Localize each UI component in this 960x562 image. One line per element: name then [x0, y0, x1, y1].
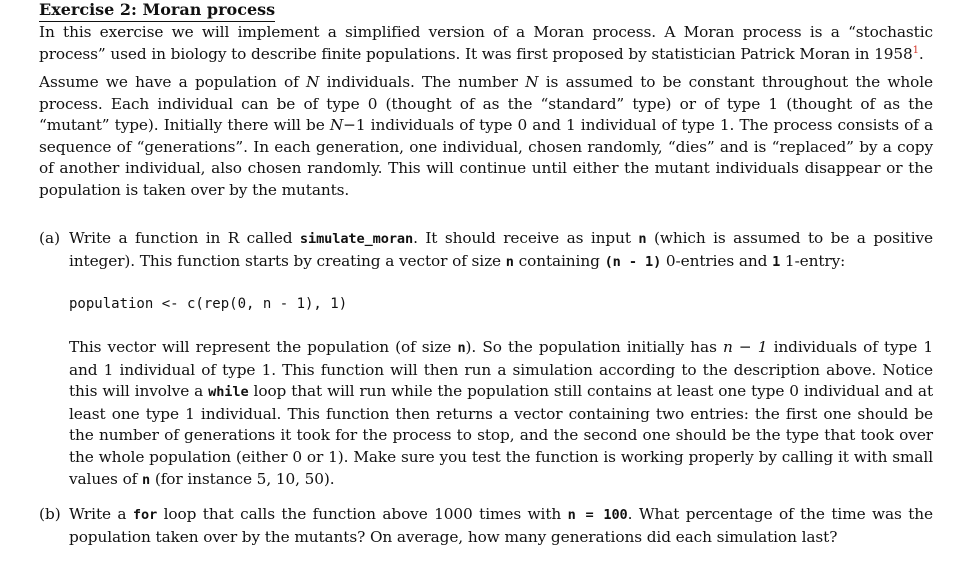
code-n: n	[638, 231, 647, 247]
text-span: is assumed to be constant throughout the whole process. Each individual can be of type 0 (thought of as the “standard” type) or of type 1 (thought of as the “mutant” type). Initially there will be	[39, 73, 933, 135]
intro-paragraph-2	[39, 72, 933, 202]
code-while: while	[208, 384, 249, 401]
math-N: N	[525, 73, 539, 91]
text-span: loop that calls the function above 1000 times with	[157, 505, 568, 523]
code-assignment: n = 100	[567, 507, 628, 523]
text-span: loop that will run while the population still contains at least one type 0 individual and at least one type 1 individual. This function then returns a vector containing two entries: the first one should be the number of generations it took for the process to stop, and the second one should be the type that took over the whole population (either 0 or 1). Make sure you test the function is working properly by calling it with small values of	[69, 382, 934, 488]
text-span: containing	[513, 251, 605, 270]
intro-paragraph-1	[39, 22, 933, 65]
text-span: Assume we have a population of	[39, 73, 306, 91]
code-n: n	[142, 471, 151, 488]
math-N: N	[305, 73, 320, 91]
part-a-paragraph-2	[69, 337, 933, 491]
text-span: Write a	[69, 505, 133, 523]
text-span: 1-entry:	[780, 251, 846, 270]
math-n-minus-1: n − 1	[722, 338, 768, 356]
text-span: This vector will represent the population (of size	[69, 338, 458, 356]
text-span: . What percentage of the time was the population taken over by the mutants? On average, how many generations did each simulation last?	[69, 505, 934, 546]
part-b-paragraph	[69, 504, 933, 548]
text-span: ). So the population initially has	[465, 338, 723, 356]
text-span: (which is assumed to be a positive integer). This function starts by creating a vector of size	[69, 229, 934, 270]
text-span: individuals. The number	[319, 73, 526, 91]
code-n: n	[505, 253, 514, 270]
part-b-label: (b)	[39, 505, 61, 523]
code-block: population <- c(rep(0, n - 1), 1)	[69, 296, 348, 312]
code-expression: (n - 1)	[604, 253, 662, 270]
part-a-label: (a)	[39, 229, 61, 247]
text-span: 0-entries and	[661, 251, 773, 270]
function-name-code: simulate_moran	[299, 231, 414, 247]
text-span: individuals of type 1 and 1 individual of type 1. This function will then run a simulation according to the description above. Notice this will involve a	[69, 338, 933, 401]
code-one: 1	[772, 253, 781, 270]
footnote-marker[interactable]: 1	[912, 44, 919, 56]
text-span: −1 individuals of type 0 and 1 individual of type 1. The process consists of a sequence of “generations”. In each generation, one individual, chosen randomly, “dies” and is “replaced” by a copy of another individual, also chosen randomly. This will continue until either the mutant individuals disappear or the population is taken over by the mutants.	[39, 116, 934, 199]
text-span: Write a function in R called	[69, 229, 300, 247]
math-N: N	[329, 116, 344, 135]
exercise-heading: Exercise 2: Moran process	[39, 0, 275, 22]
code-for: for	[132, 507, 158, 523]
text-span: (for instance 5, 10, 50).	[150, 469, 335, 488]
intro-p1-end: .	[918, 44, 924, 63]
intro-p1-text: In this exercise we will implement a simplified version of a Moran process. A Moran process is a “stochastic process” used in biology to describe finite populations. It was first proposed by statistician Patrick Moran in 1958	[39, 23, 933, 63]
part-a-paragraph-1	[69, 228, 933, 273]
code-n: n	[457, 340, 466, 356]
text-span: . It should receive as input	[413, 229, 639, 247]
